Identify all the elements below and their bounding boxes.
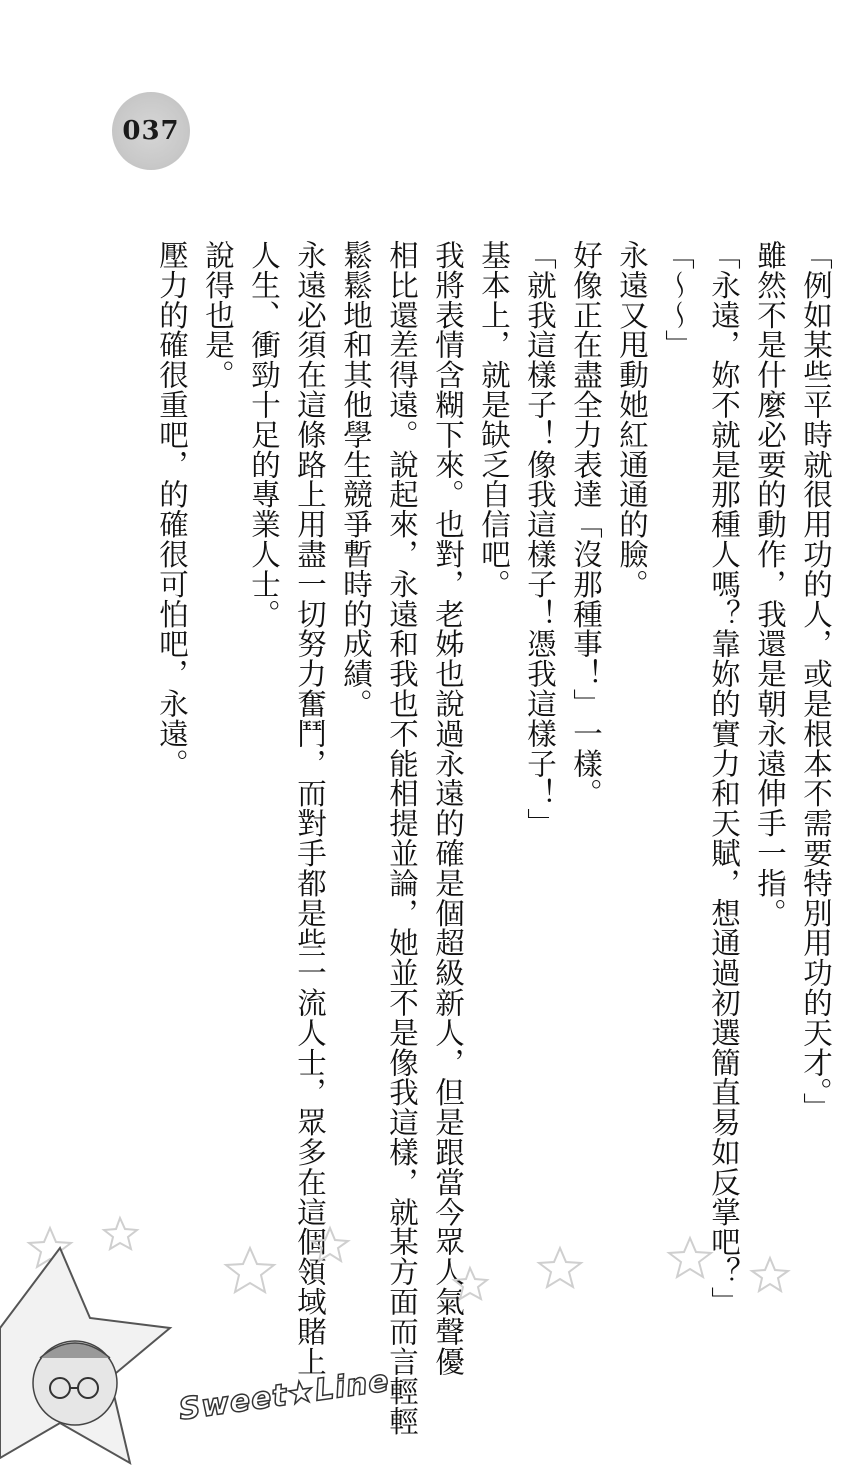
- page-number-badge: [112, 92, 190, 170]
- star-icon: [752, 1258, 788, 1291]
- star-icon: [226, 1248, 274, 1292]
- text-column: 壓力的確很重吧，的確很可怕吧，永遠。: [155, 240, 189, 779]
- text-column: 「永遠，妳不就是那種人嗎？靠妳的實力和天賦，想通過初選簡直易如反掌吧？」: [707, 240, 741, 1317]
- text-column: 基本上，就是缺乏自信吧。: [477, 240, 511, 599]
- text-column: 雖然不是什麼必要的動作，我還是朝永遠伸手一指。: [753, 240, 787, 928]
- star-icon: [454, 1268, 487, 1299]
- text-column: 我將表情含糊下來。也對，老姊也說過永遠的確是個超級新人，但是跟當今眾人氣聲優: [431, 240, 465, 1377]
- page-number: 037: [122, 116, 180, 146]
- text-column: 永遠又甩動她紅通通的臉。: [615, 240, 649, 599]
- text-column: 相比還差得遠。說起來，永遠和我也不能相提並論，她並不是像我這樣，就某方面而言輕輕: [385, 240, 419, 1436]
- star-icon: [312, 1228, 348, 1261]
- text-column: 永遠必須在這條路上用盡一切努力奮鬥，而對手都是些一流人士，眾多在這個領域賭上: [293, 240, 327, 1377]
- mascot-illustration: [0, 1248, 170, 1463]
- text-column: 「〜〜」: [661, 240, 695, 360]
- text-column: 好像正在盡全力表達「沒那種事！」一樣。: [569, 240, 603, 809]
- star-decoration: [0, 1208, 852, 1468]
- series-logo: Sweet★Line: [176, 1363, 392, 1428]
- text-column: 鬆鬆地和其他學生競爭暫時的成績。: [339, 240, 373, 719]
- text-column: 說得也是。: [201, 240, 235, 390]
- star-icon: [539, 1248, 581, 1287]
- text-column: 人生、衝勁十足的專業人士。: [247, 240, 281, 629]
- star-icon: [104, 1218, 137, 1249]
- text-column: 「例如某些平時就很用功的人，或是根本不需要特別用功的天才。」: [799, 240, 833, 1123]
- text-column: 「就我這樣子！像我這樣子！憑我這樣子！」: [523, 240, 557, 838]
- star-icon: [669, 1238, 711, 1277]
